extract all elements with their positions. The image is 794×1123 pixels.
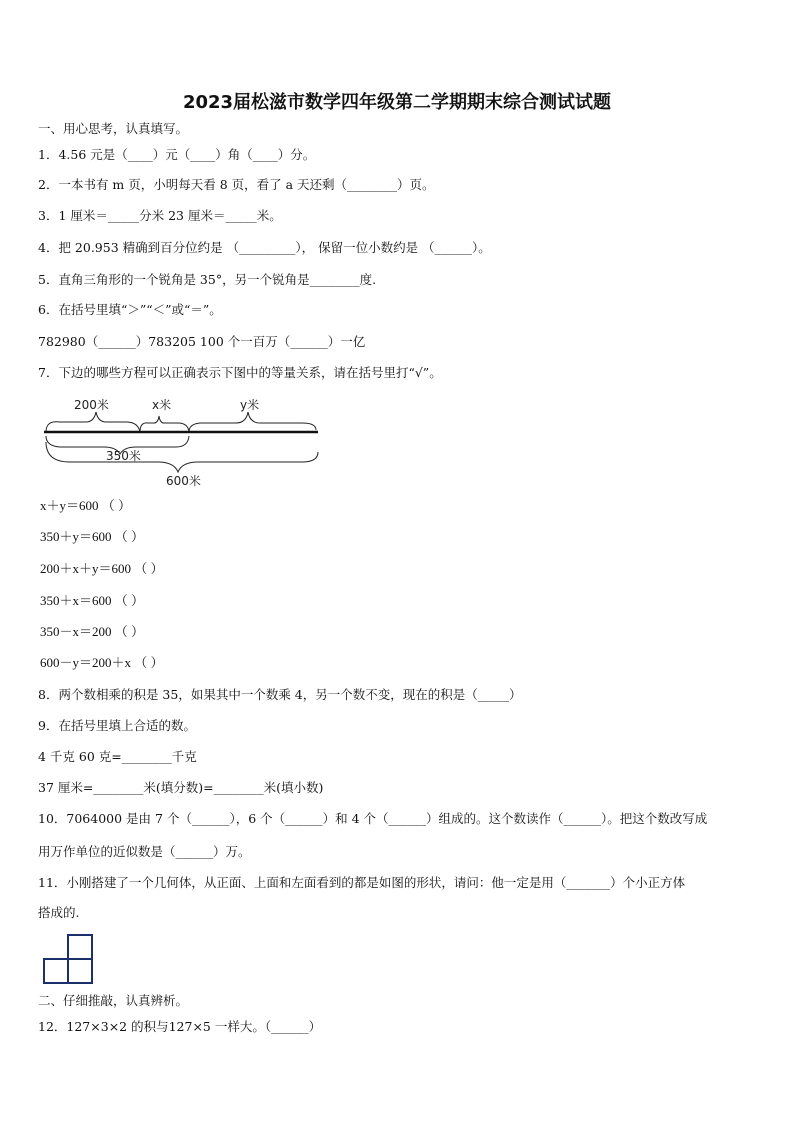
square-top bbox=[68, 935, 92, 959]
question-3: 3．1 厘米＝_____分米 23 厘米＝_____米。 bbox=[38, 208, 282, 223]
brace-200 bbox=[46, 412, 140, 432]
label-200: 200米 bbox=[74, 398, 109, 412]
brace-y bbox=[189, 412, 316, 432]
question-10-line-1: 10．7064000 是由 7 个（______），6 个（______）和 4 个（______）组成的。这个数读作（______）。把这个数改写成 bbox=[38, 811, 708, 826]
equation-6: 600－y＝200＋x （ ） bbox=[40, 655, 164, 670]
segment-diagram bbox=[40, 392, 330, 488]
question-4: 4．把 20.953 精确到百分位约是 （_________）， 保留一位小数约是 （______）。 bbox=[38, 240, 491, 255]
label-350: 350米 bbox=[106, 449, 141, 463]
question-9: 9．在括号里填上合适的数。 bbox=[38, 718, 196, 733]
question-2: 2．一本书有 m 页，小明每天看 8 页，看了 a 天还剩（________）页。 bbox=[38, 177, 435, 192]
square-bottom-left bbox=[44, 959, 68, 983]
question-9-b: 37 厘米=________米(填分数)=________米(填小数) bbox=[38, 780, 324, 795]
section-1-heading: 一、用心思考，认真填写。 bbox=[38, 121, 189, 136]
question-1: 1．4.56 元是（____）元（____）角（____）分。 bbox=[38, 147, 316, 162]
question-11-line-2: 搭成的. bbox=[38, 905, 80, 920]
question-6: 6．在括号里填“＞”“＜”或“＝”。 bbox=[38, 302, 222, 317]
question-7: 7．下边的哪些方程可以正确表示下图中的等量关系，请在括号里打“√”。 bbox=[38, 365, 442, 380]
question-9-a: 4 千克 60 克=________千克 bbox=[38, 749, 197, 764]
label-y: y米 bbox=[240, 398, 260, 412]
equation-2: 350＋y＝600 （ ） bbox=[40, 529, 145, 544]
equation-5: 350－x＝200 （ ） bbox=[40, 624, 145, 639]
question-6-comparisons: 782980（______）783205 100 个一百万（______）一亿 bbox=[38, 334, 366, 349]
equation-4: 350＋x＝600 （ ） bbox=[40, 593, 145, 608]
question-5: 5．直角三角形的一个锐角是 35°，另一个锐角是________度. bbox=[38, 272, 377, 287]
square-bottom-right bbox=[68, 959, 92, 983]
question-10-line-2: 用万作单位的近似数是（______）万。 bbox=[38, 844, 251, 859]
question-11-line-1: 11．小刚搭建了一个几何体，从正面、上面和左面看到的都是如图的形状，请问：他一定是用（_______）个小正方体 bbox=[38, 875, 686, 890]
page-title: 2023届松滋市数学四年级第二学期期末综合测试试题 bbox=[182, 92, 612, 113]
brace-x bbox=[140, 416, 189, 432]
section-2-heading: 二、仔细推敲，认真辨析。 bbox=[38, 993, 189, 1008]
question-8: 8．两个数相乘的积是 35，如果其中一个数乘 4，另一个数不变，现在的积是（_____） bbox=[38, 687, 522, 702]
label-x: x米 bbox=[152, 398, 172, 412]
cube-view-figure bbox=[42, 934, 96, 986]
label-600: 600米 bbox=[166, 474, 201, 488]
equation-1: x＋y＝600 （ ） bbox=[40, 498, 132, 513]
equation-3: 200＋x＋y＝600 （ ） bbox=[40, 561, 164, 576]
question-12: 12．127×3×2 的积与127×5 一样大。（______） bbox=[38, 1019, 322, 1034]
